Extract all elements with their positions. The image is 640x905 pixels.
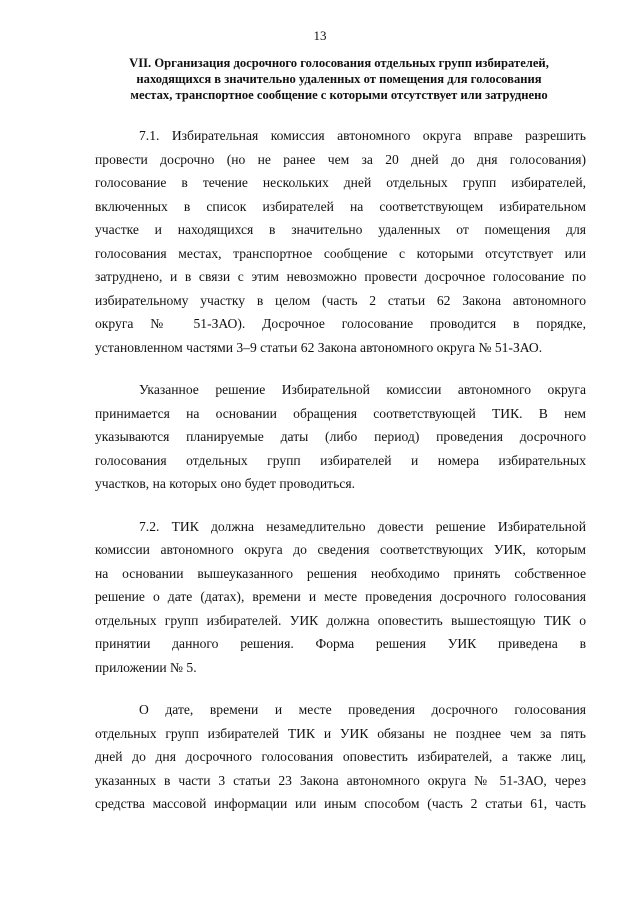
text-line: принятии данного решения. Форма решения УИК приведена в [95,636,586,651]
text-line: 7.2. ТИК должна незамедлительно довести решение Избирательной [139,518,586,534]
text-line: О дате, времени и месте проведения досрочного голосования [139,702,586,717]
paragraph-notification [95,698,586,816]
text-line: указанных в части 3 статьи 23 Закона автономного округа № 51-ЗАО, через [95,772,586,788]
text-line: средства массовой информации или иным способом (часть 2 статьи 61, часть [95,796,586,811]
text-line: комиссии автономного округа до сведения соответствующих УИК, которым [95,542,586,557]
heading-line: VII. Организация досрочного голосования отдельных групп избирателей, [129,56,549,70]
text-line: избирательному участку в целом (часть 2 статьи 62 Закона автономного [95,292,586,308]
section-heading [95,55,583,103]
text-line: принимается на основании обращения соответствующей ТИК. В нем [95,405,586,421]
paragraph-7-2 [95,515,586,680]
text-line: затруднено, и в связи с этим невозможно провести досрочное голосование по [95,269,586,284]
text-line: провести досрочно (но не ранее чем за 20 дней до дня голосования) [95,151,586,167]
heading-line: находящихся в значительно удаленных от помещения для голосования [136,72,542,86]
text-line: голосования местах, транспортное сообщение с которыми отсутствует или [95,245,586,261]
text-line: участке и находящихся в значительно удаленных от помещения для [95,222,586,237]
text-line: голосование в течение нескольких дней отдельных групп избирателей, [95,175,586,190]
text-line: отдельных групп избирателей. УИК должна оповестить вышестоящую ТИК о [95,612,586,628]
text-line: указываются планируемые даты (либо период) проведения досрочного [95,429,586,444]
page-number: 13 [313,28,327,43]
text-line: отдельных групп избирателей ТИК и УИК обязаны не позднее чем за пять [95,725,586,741]
text-line: на основании вышеуказанного решения необходимо принять собственное [95,565,586,581]
text-line: решение о дате (датах), времени и месте проведения досрочного голосования [95,589,586,604]
text-line: голосования отдельных групп избирателей и номера избирательных [95,452,586,468]
paragraph-7-1 [95,124,586,359]
text-line: установленном частями 3–9 статьи 62 Закона автономного округа № 51-ЗАО. [95,339,543,355]
text-line: Указанное решение Избирательной комиссии автономного округа [139,382,586,397]
text-line: 7.1. Избирательная комиссия автономного округа вправе разрешить [139,128,586,143]
text-line: включенных в список избирателей на соответствующем избирательном [95,198,586,214]
heading-line: местах, транспортное сообщение с которыми отсутствует или затруднено [130,88,548,102]
paragraph-decision [95,378,586,496]
text-line: дней до дня досрочного голосования оповестить избирателей, а также лиц, [95,749,586,764]
text-line: участков, на которых оно будет проводиться. [95,476,355,491]
text-line: приложении № 5. [95,659,197,675]
document-body [95,124,586,835]
text-line: округа № 51-ЗАО). Досрочное голосование проводится в порядке, [95,316,586,331]
